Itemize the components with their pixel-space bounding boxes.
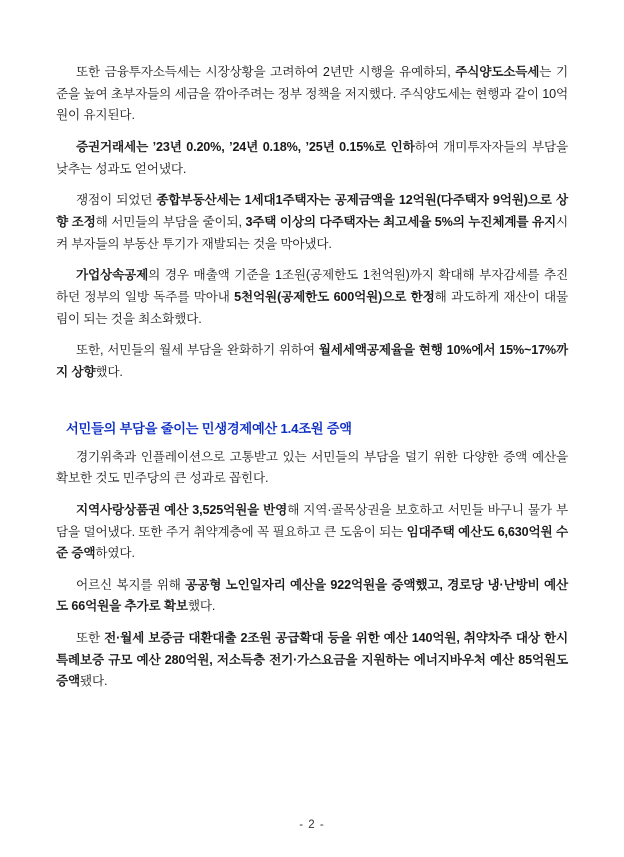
body-text: 하였다. [95,546,135,561]
emphasis-text: 주식양도소득세 [455,65,540,79]
body-text: 또한 [76,631,105,646]
body-text: 는 기준을 높여 초부자들의 세금을 깎아주려는 정부 정책을 저지했다. 주식양도세는 현행과 같이 10억원이 유지된다. [56,65,568,123]
body-text: 경기위축과 인플레이션으로 고통받고 있는 서민들의 부담을 덜기 위한 다양한 증액 예산을 확보한 것도 민주당의 큰 성과로 꼽힌다. [56,449,568,486]
emphasis-text: 월세세액공제율을 현행 10%에서 15%~17%까지 상향 [56,343,568,379]
body-text: 하여 개미투자자들의 부담을 낮추는 성과도 얻어냈다. [56,139,568,176]
page-number: - 2 - [299,819,325,831]
body-text: 됐다. [80,674,108,689]
paragraph [56,628,568,693]
paragraph [56,190,568,255]
paragraph [56,137,568,180]
body-text: 해 과도하게 재산이 대물림이 되는 것을 최소화했다. [56,289,569,326]
body-text: 어르신 복지를 위해 [76,577,186,592]
paragraph [56,340,568,383]
body-text: 해 지역·골목상권을 보호하고 서민들 바구니 물가 부담을 덜어냈다. 또한 주거 취약계층에 꼭 필요하고 큰 도움이 되는 [56,502,569,539]
body-text: 또한, 서민들의 월세 부담을 완화하기 위하여 [76,343,319,358]
emphasis-text: 종합부동산세는 1세대1주택자는 공제금액을 12억원(다주택자 9억원)으로 상향 조정 [56,193,568,229]
emphasis-text: 지역사랑상품권 예산 3,525억원을 반영 [76,502,288,517]
emphasis-text: 공공형 노인일자리 예산을 922억원을 증액했고, 경로당 냉·난방비 예산도 66억원을 추가로 확보 [56,577,568,614]
body-text: 시켜 부자들의 부동산 투기가 재발되는 것을 막아냈다. [56,214,568,251]
emphasis-text: 5천억원(공제한도 600억원)으로 한정 [234,289,435,304]
emphasis-text: 임대주택 예산도 6,630억원 수준 증액 [56,524,569,561]
emphasis-text: 가업상속공제 [76,268,149,283]
emphasis-text: 증권거래세는 ’23년 0.20%, ’24년 0.18%, ’25년 0.15%로 인하 [76,139,415,154]
paragraph [56,265,568,330]
body-text: 쟁점이 되었던 [76,193,157,208]
paragraph [56,62,568,127]
section-heading: 서민들의 부담을 줄이는 민생경제예산 1.4조원 증액 [66,420,352,436]
paragraph [56,500,568,565]
emphasis-text: 전·월세 보증금 대환대출 2조원 공급확대 등을 위한 예산 140억원, 취약차주 대상 한시 특례보증 규모 예산 280억원, 저소득층 전기·가스요금을 지원하는 에너지바우처 예산 85억원도 증액 [56,631,568,689]
paragraph [56,575,568,618]
body-text: 했다. [95,364,123,379]
body-text: 또한 금융투자소득세는 시장상황을 고려하여 2년만 시행을 유예하되, [76,65,456,79]
body-text: 했다. [187,599,216,614]
paragraph [56,447,568,490]
body-section-budget [56,447,568,694]
body-section-top [56,62,568,384]
body-text: 의 경우 매출액 기준을 1조원(공제한도 1천억원)까지 확대해 부자감세를 추진하던 정부의 일방 독주를 막아내 [56,268,568,304]
emphasis-text: 3주택 이상의 다주택자는 최고세율 5%의 누진체계를 유지 [245,214,556,229]
body-text: 해 서민들의 부담을 줄이되, [95,214,246,229]
